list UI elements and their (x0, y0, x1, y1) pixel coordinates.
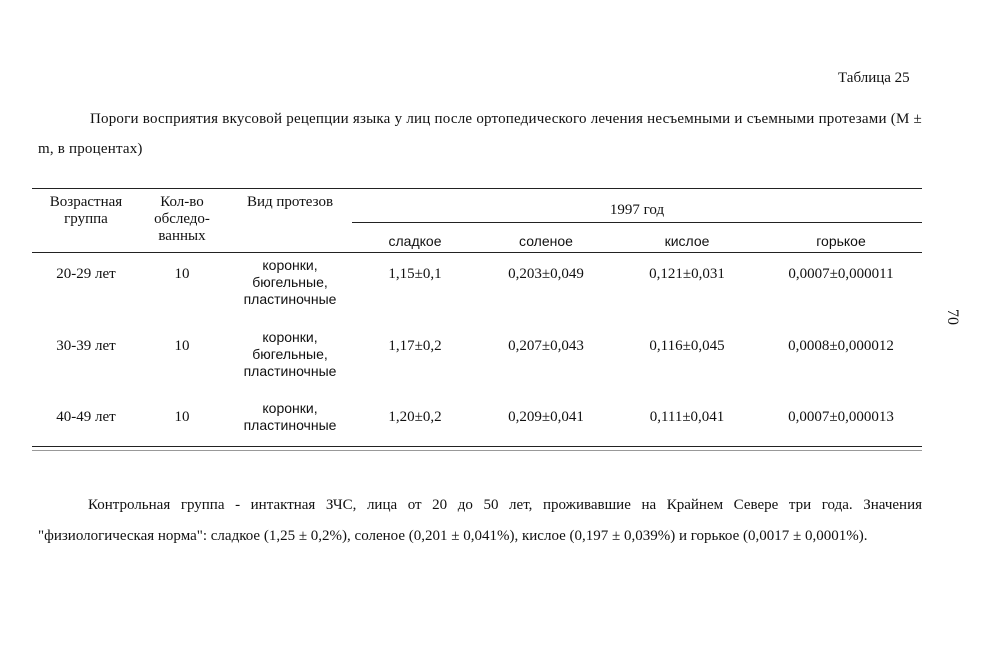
page-number: 70 (944, 309, 961, 325)
header-age-group: Возрастная группа (49, 194, 123, 227)
cell-salty: 0,209±0,041 (508, 409, 584, 425)
header-bitter: горькое (816, 233, 866, 249)
footnote-paragraph: Контрольная группа - интактная ЗЧС, лица от 20 до 50 лет, проживавшие на Крайнем Севере три года. Значения "физиологическая норма": сладкое (1,25 ± 0,2%), соленое (0,201 ± 0,041%), кислое (0,197 ± 0,039%) и горькое (0,0017 ± 0,0001%). (38, 497, 922, 544)
table-label: Таблица 25 (838, 70, 910, 86)
cell-sweet: 1,20±0,2 (388, 409, 442, 425)
header-sweet: сладкое (388, 233, 442, 249)
cell-age-group: 30-39 лет (56, 338, 116, 354)
cell-sweet: 1,15±0,1 (388, 266, 442, 282)
cell-count: 10 (174, 409, 190, 425)
header-count: Кол-во обследо-ванных (154, 194, 210, 244)
cell-sour: 0,111±0,041 (649, 409, 725, 425)
table-bottom-rule (32, 446, 922, 447)
cell-age-group: 40-49 лет (56, 409, 116, 425)
table-top-rule (32, 188, 922, 189)
cell-salty: 0,203±0,049 (508, 266, 584, 282)
cell-salty: 0,207±0,043 (508, 338, 584, 354)
cell-age-group: 20-29 лет (56, 266, 116, 282)
header-sour: кислое (664, 233, 710, 249)
cell-bitter: 0,0008±0,000012 (788, 338, 894, 354)
cell-bitter: 0,0007±0,000013 (788, 409, 894, 425)
cell-prosthesis: коронки, пластиночные (243, 400, 337, 433)
table-caption: Пороги восприятия вкусовой рецепции языка у лиц после ортопедического лечения несъемными и съемными протезами (M ± m, в процентах) (38, 111, 922, 157)
cell-sour: 0,116±0,045 (649, 338, 725, 354)
header-bottom-rule (32, 252, 922, 253)
header-year: 1997 год (609, 202, 665, 218)
header-salty: соленое (519, 233, 573, 249)
cell-count: 10 (174, 338, 190, 354)
cell-sweet: 1,17±0,2 (388, 338, 442, 354)
cell-bitter: 0,0007±0,000011 (788, 266, 894, 282)
cell-prosthesis: коронки, бюгельные, пластиночные (243, 329, 337, 379)
year-subheader-rule (352, 222, 922, 223)
cell-count: 10 (174, 266, 190, 282)
cell-prosthesis: коронки, бюгельные, пластиночные (243, 257, 337, 307)
header-prosthesis: Вид протезов (246, 194, 334, 210)
cell-sour: 0,121±0,031 (649, 266, 725, 282)
table-bottom-rule-2 (32, 450, 922, 451)
